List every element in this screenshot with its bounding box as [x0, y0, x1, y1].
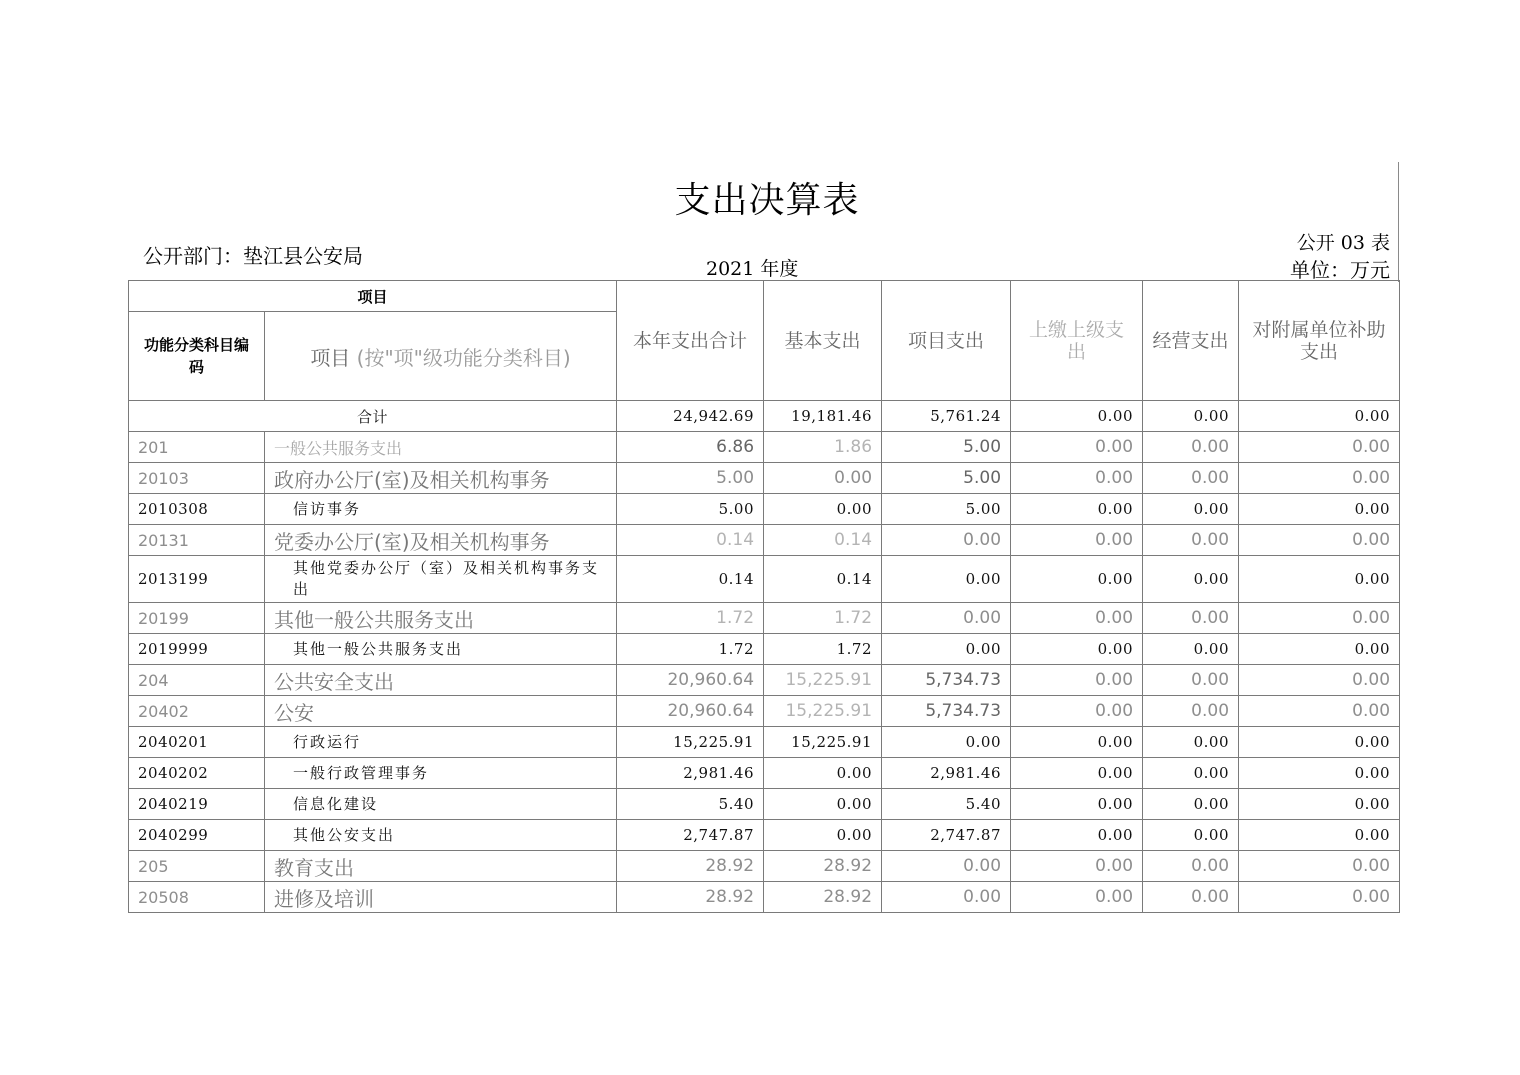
row-value: 28.92: [764, 851, 882, 882]
total-row: [129, 401, 1400, 432]
row-code: 2040201: [129, 727, 265, 758]
row-value: 0.00: [1143, 525, 1239, 556]
row-value: 5,734.73: [882, 665, 1011, 696]
row-value: 0.00: [1143, 882, 1239, 913]
row-value: 5.00: [882, 432, 1011, 463]
table-row: [129, 603, 1400, 634]
row-value: 15,225.91: [764, 696, 882, 727]
row-value: 5.00: [617, 494, 764, 525]
row-value: 0.00: [764, 789, 882, 820]
table-row: [129, 820, 1400, 851]
row-value: 5.00: [882, 463, 1011, 494]
row-value: 2,747.87: [882, 820, 1011, 851]
row-name: 进修及培训: [265, 882, 617, 913]
row-value: 0.00: [1143, 820, 1239, 851]
table-row: [129, 634, 1400, 665]
row-value: 0.00: [1143, 432, 1239, 463]
row-value: 0.00: [1239, 634, 1400, 665]
row-value: 0.00: [1143, 789, 1239, 820]
row-value: 0.00: [882, 634, 1011, 665]
row-code: 2040299: [129, 820, 265, 851]
row-value: 0.00: [1011, 820, 1143, 851]
row-value: 0.00: [1143, 556, 1239, 603]
row-code: 2019999: [129, 634, 265, 665]
row-name: 其他公安支出: [265, 820, 617, 851]
fiscal-year: 2021 年度: [706, 258, 799, 280]
row-value: 0.00: [1011, 665, 1143, 696]
row-code: 20103: [129, 463, 265, 494]
row-value: 2,981.46: [882, 758, 1011, 789]
table-row: [129, 758, 1400, 789]
page-title: 支出决算表: [674, 180, 860, 221]
row-value: 0.00: [1239, 432, 1400, 463]
row-value: 0.14: [764, 556, 882, 603]
row-value: 0.00: [1143, 758, 1239, 789]
row-value: 0.00: [882, 882, 1011, 913]
row-name: 党委办公厅(室)及相关机构事务: [265, 525, 617, 556]
row-value: 0.00: [1011, 696, 1143, 727]
row-code: 20199: [129, 603, 265, 634]
row-value: 0.00: [1143, 727, 1239, 758]
row-code: 201: [129, 432, 265, 463]
row-value: 0.00: [1011, 556, 1143, 603]
table-row: [129, 696, 1400, 727]
row-value: 0.00: [882, 851, 1011, 882]
row-value: 0.00: [1239, 696, 1400, 727]
row-value: 0.00: [1143, 603, 1239, 634]
row-value: 28.92: [764, 882, 882, 913]
total-value: 24,942.69: [617, 401, 764, 432]
row-value: 0.00: [1011, 525, 1143, 556]
row-code: 20508: [129, 882, 265, 913]
table-row: [129, 665, 1400, 696]
header-code: 功能分类科目编码: [129, 312, 265, 401]
row-value: 0.00: [1011, 758, 1143, 789]
row-value: 15,225.91: [764, 665, 882, 696]
row-value: 2,747.87: [617, 820, 764, 851]
row-name: 行政运行: [265, 727, 617, 758]
row-code: 205: [129, 851, 265, 882]
header-col-total: 本年支出合计: [617, 281, 764, 401]
table-row: [129, 494, 1400, 525]
row-value: 1.72: [617, 634, 764, 665]
header-col-remit: 上缴上级支出: [1011, 281, 1143, 401]
row-value: 0.00: [1143, 463, 1239, 494]
row-value: 0.00: [1239, 603, 1400, 634]
row-value: 0.00: [1143, 634, 1239, 665]
row-code: 2040219: [129, 789, 265, 820]
row-value: 0.00: [1143, 665, 1239, 696]
row-name: 其他一般公共服务支出: [265, 634, 617, 665]
row-value: 20,960.64: [617, 696, 764, 727]
row-name: 公共安全支出: [265, 665, 617, 696]
row-value: 0.00: [1239, 789, 1400, 820]
header-col-operating: 经营支出: [1143, 281, 1239, 401]
row-code: 2010308: [129, 494, 265, 525]
total-value: 5,761.24: [882, 401, 1011, 432]
row-value: 0.00: [1239, 727, 1400, 758]
row-value: 0.14: [617, 525, 764, 556]
row-value: 5.00: [617, 463, 764, 494]
row-value: 1.72: [764, 634, 882, 665]
row-value: 0.14: [617, 556, 764, 603]
row-value: 0.00: [1011, 789, 1143, 820]
total-value: 19,181.46: [764, 401, 882, 432]
row-value: 0.00: [764, 494, 882, 525]
row-value: 0.00: [1011, 634, 1143, 665]
total-label: 合计: [129, 401, 617, 432]
row-value: 0.00: [1011, 603, 1143, 634]
row-name: 政府办公厅(室)及相关机构事务: [265, 463, 617, 494]
row-value: 0.00: [1239, 665, 1400, 696]
row-value: 28.92: [617, 882, 764, 913]
header-col-basic: 基本支出: [764, 281, 882, 401]
table-row: [129, 882, 1400, 913]
row-value: 0.00: [1239, 820, 1400, 851]
row-value: 0.14: [764, 525, 882, 556]
row-code: 20131: [129, 525, 265, 556]
table-row: [129, 556, 1400, 603]
row-name: 教育支出: [265, 851, 617, 882]
row-value: 2,981.46: [617, 758, 764, 789]
row-value: 0.00: [1011, 432, 1143, 463]
row-code: 2013199: [129, 556, 265, 603]
table-row: [129, 463, 1400, 494]
row-name: 信息化建设: [265, 789, 617, 820]
table-row: [129, 851, 1400, 882]
department-label: 公开部门：垫江县公安局: [143, 244, 363, 268]
row-name: 公安: [265, 696, 617, 727]
row-value: 0.00: [882, 727, 1011, 758]
table-row: [129, 727, 1400, 758]
expenditure-table: [128, 280, 1400, 913]
row-value: 0.00: [764, 758, 882, 789]
header-name-sub: (按"项"级功能分类科目): [356, 345, 571, 370]
form-number: 公开 03 表: [1296, 232, 1390, 254]
header-project: 项目: [129, 281, 617, 312]
total-value: 0.00: [1239, 401, 1400, 432]
row-value: 0.00: [1239, 851, 1400, 882]
row-value: 5.00: [882, 494, 1011, 525]
row-value: 0.00: [1011, 882, 1143, 913]
row-value: 0.00: [1143, 494, 1239, 525]
unit-label: 单位：万元: [1290, 258, 1390, 282]
total-value: 0.00: [1011, 401, 1143, 432]
header-col-subsidy: 对附属单位补助支出: [1239, 281, 1400, 401]
row-value: 0.00: [764, 820, 882, 851]
row-value: 0.00: [882, 525, 1011, 556]
row-value: 15,225.91: [764, 727, 882, 758]
row-name: 信访事务: [265, 494, 617, 525]
row-value: 6.86: [617, 432, 764, 463]
row-value: 28.92: [617, 851, 764, 882]
header-col-project: 项目支出: [882, 281, 1011, 401]
total-value: 0.00: [1143, 401, 1239, 432]
row-value: 0.00: [882, 603, 1011, 634]
row-value: 0.00: [1011, 463, 1143, 494]
row-value: 0.00: [1239, 494, 1400, 525]
row-code: 2040202: [129, 758, 265, 789]
header-name: [265, 312, 617, 401]
row-value: 15,225.91: [617, 727, 764, 758]
row-code: 20402: [129, 696, 265, 727]
table-row: [129, 432, 1400, 463]
row-value: 0.00: [1239, 758, 1400, 789]
row-value: 0.00: [1011, 851, 1143, 882]
row-value: 0.00: [764, 463, 882, 494]
row-code: 204: [129, 665, 265, 696]
row-value: 0.00: [1143, 696, 1239, 727]
row-value: 1.72: [617, 603, 764, 634]
row-value: 1.86: [764, 432, 882, 463]
row-value: 0.00: [1143, 851, 1239, 882]
row-value: 0.00: [882, 556, 1011, 603]
row-value: 1.72: [764, 603, 882, 634]
row-value: 5.40: [617, 789, 764, 820]
row-name: 其他一般公共服务支出: [265, 603, 617, 634]
row-value: 20,960.64: [617, 665, 764, 696]
row-value: 5.40: [882, 789, 1011, 820]
row-name: 其他党委办公厅（室）及相关机构事务支出: [265, 556, 617, 603]
row-value: 0.00: [1011, 727, 1143, 758]
table-row: [129, 525, 1400, 556]
row-name: 一般行政管理事务: [265, 758, 617, 789]
header-name-main: 项目: [310, 345, 351, 370]
row-value: 0.00: [1239, 556, 1400, 603]
row-value: 0.00: [1239, 463, 1400, 494]
row-value: 0.00: [1011, 494, 1143, 525]
row-value: 0.00: [1239, 525, 1400, 556]
row-value: 0.00: [1239, 882, 1400, 913]
table-row: [129, 789, 1400, 820]
row-value: 5,734.73: [882, 696, 1011, 727]
row-name: 一般公共服务支出: [265, 432, 617, 463]
